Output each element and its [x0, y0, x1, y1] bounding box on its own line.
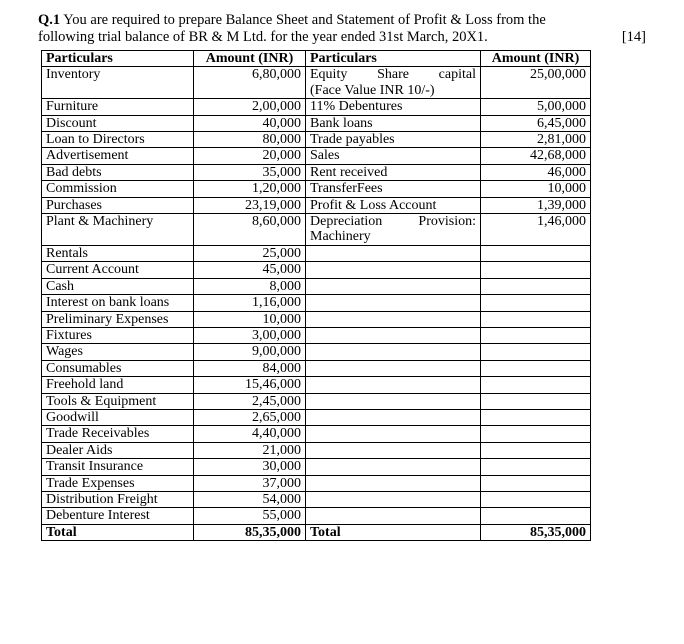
- left-amount: 37,000: [194, 475, 306, 491]
- table-row: [42, 409, 591, 425]
- table-row: [42, 491, 591, 507]
- left-particular: Trade Receivables: [42, 426, 194, 442]
- right-amount: [481, 393, 591, 409]
- right-amount: [481, 360, 591, 376]
- left-particular: Commission: [42, 181, 194, 197]
- right-particular-word: Share: [377, 67, 409, 83]
- left-amount: 8,000: [194, 278, 306, 294]
- table-row: [42, 115, 591, 131]
- left-amount: 9,00,000: [194, 344, 306, 360]
- left-particular: Current Account: [42, 262, 194, 278]
- right-particular: [306, 393, 481, 409]
- right-amount: [481, 327, 591, 343]
- right-amount: [481, 442, 591, 458]
- right-particular: [306, 311, 481, 327]
- table-row: [42, 475, 591, 491]
- left-particular: Transit Insurance: [42, 459, 194, 475]
- right-amount: [481, 508, 591, 524]
- header-right-amount: Amount (INR): [481, 51, 591, 67]
- table-row: [42, 214, 591, 246]
- left-particular: Loan to Directors: [42, 132, 194, 148]
- left-amount: 23,19,000: [194, 197, 306, 213]
- table-row: [42, 508, 591, 524]
- right-amount: [481, 377, 591, 393]
- left-particular: Interest on bank loans: [42, 295, 194, 311]
- right-particular-word: capital: [438, 67, 476, 83]
- right-particular-line-2: (Face Value INR 10/-): [310, 82, 435, 98]
- table-row: [42, 377, 591, 393]
- right-particular: TransferFees: [306, 181, 481, 197]
- right-particular: [306, 377, 481, 393]
- right-amount: 1,39,000: [481, 197, 591, 213]
- right-particular: [306, 327, 481, 343]
- right-amount: 42,68,000: [481, 148, 591, 164]
- table-body: [42, 67, 591, 541]
- right-particular: Profit & Loss Account: [306, 197, 481, 213]
- left-amount: 21,000: [194, 442, 306, 458]
- table-row: [42, 181, 591, 197]
- right-particular: [306, 491, 481, 507]
- right-particular: [306, 475, 481, 491]
- left-particular: Rentals: [42, 245, 194, 261]
- right-amount: 10,000: [481, 181, 591, 197]
- table-row: [42, 245, 591, 261]
- right-particular: [306, 344, 481, 360]
- right-particular: [306, 278, 481, 294]
- left-amount: 55,000: [194, 508, 306, 524]
- right-particular-word: Equity: [310, 67, 348, 83]
- table-row: [42, 426, 591, 442]
- left-amount: 2,00,000: [194, 99, 306, 115]
- left-particular: Inventory: [42, 67, 194, 99]
- table-row: [42, 393, 591, 409]
- right-particular: [306, 262, 481, 278]
- right-amount: [481, 311, 591, 327]
- right-particular: Bank loans: [306, 115, 481, 131]
- left-particular: Dealer Aids: [42, 442, 194, 458]
- left-particular: Fixtures: [42, 327, 194, 343]
- table-row: [42, 360, 591, 376]
- question-line-2-text: following trial balance of BR & M Ltd. for the year ended 31st March, 20X1.: [38, 29, 488, 45]
- table-row: [42, 278, 591, 294]
- header-left-amount: Amount (INR): [194, 51, 306, 67]
- table-row: [42, 344, 591, 360]
- left-amount: 1,16,000: [194, 295, 306, 311]
- table-row: [42, 327, 591, 343]
- left-amount: 2,45,000: [194, 393, 306, 409]
- right-particular: Rent received: [306, 164, 481, 180]
- right-particular-line-1: [310, 67, 476, 82]
- left-amount: 8,60,000: [194, 214, 306, 246]
- right-particular: [306, 426, 481, 442]
- right-amount: 2,81,000: [481, 132, 591, 148]
- right-particular: [306, 409, 481, 425]
- left-amount: 20,000: [194, 148, 306, 164]
- table-row: [42, 67, 591, 99]
- left-particular: Distribution Freight: [42, 491, 194, 507]
- table-header-row: [42, 51, 591, 67]
- right-amount: 1,46,000: [481, 214, 591, 246]
- header-left-particulars: Particulars: [42, 51, 194, 67]
- total-row: [42, 524, 591, 540]
- left-amount: 35,000: [194, 164, 306, 180]
- left-amount: 84,000: [194, 360, 306, 376]
- left-particular: Consumables: [42, 360, 194, 376]
- right-particular: Trade payables: [306, 132, 481, 148]
- right-particular: [306, 67, 481, 99]
- right-particular: [306, 295, 481, 311]
- right-amount: [481, 491, 591, 507]
- trial-balance-table: [41, 50, 591, 541]
- right-amount: [481, 245, 591, 261]
- left-particular: Tools & Equipment: [42, 393, 194, 409]
- right-particular: [306, 245, 481, 261]
- left-amount: 54,000: [194, 491, 306, 507]
- left-particular: Goodwill: [42, 409, 194, 425]
- left-particular: Trade Expenses: [42, 475, 194, 491]
- table-row: [42, 132, 591, 148]
- right-amount: [481, 344, 591, 360]
- left-particular: Cash: [42, 278, 194, 294]
- left-amount: 1,20,000: [194, 181, 306, 197]
- question-line-1-text: You are required to prepare Balance Sheet and Statement of Profit & Loss from the: [60, 12, 546, 28]
- right-amount: 5,00,000: [481, 99, 591, 115]
- left-amount: 6,80,000: [194, 67, 306, 99]
- left-amount: 25,000: [194, 245, 306, 261]
- left-amount: 2,65,000: [194, 409, 306, 425]
- left-amount: 15,46,000: [194, 377, 306, 393]
- left-particular: Furniture: [42, 99, 194, 115]
- total-left-amount: 85,35,000: [194, 524, 306, 540]
- total-right-amount: 85,35,000: [481, 524, 591, 540]
- question-marks: [14]: [621, 29, 646, 45]
- right-particular: Sales: [306, 148, 481, 164]
- table-row: [42, 442, 591, 458]
- question-text: [38, 12, 646, 46]
- right-particular-word: Depreciation: [310, 214, 383, 230]
- left-amount: 40,000: [194, 115, 306, 131]
- right-particular-line-2: Machinery: [310, 229, 371, 245]
- left-amount: 3,00,000: [194, 327, 306, 343]
- left-particular: Discount: [42, 115, 194, 131]
- right-particular-word: Provision:: [418, 214, 476, 230]
- left-amount: 80,000: [194, 132, 306, 148]
- left-particular: Debenture Interest: [42, 508, 194, 524]
- question-line-2: [38, 29, 646, 46]
- right-amount: 46,000: [481, 164, 591, 180]
- right-amount: [481, 426, 591, 442]
- right-particular: [306, 442, 481, 458]
- right-amount: [481, 459, 591, 475]
- table-row: [42, 262, 591, 278]
- right-particular: [306, 459, 481, 475]
- right-amount: [481, 475, 591, 491]
- right-amount: [481, 295, 591, 311]
- table-row: [42, 295, 591, 311]
- left-particular: Plant & Machinery: [42, 214, 194, 246]
- right-particular-line-1: [310, 214, 476, 229]
- left-particular: Advertisement: [42, 148, 194, 164]
- right-particular: [306, 508, 481, 524]
- table-row: [42, 99, 591, 115]
- table-row: [42, 311, 591, 327]
- right-amount: 25,00,000: [481, 67, 591, 99]
- table-row: [42, 197, 591, 213]
- right-amount: [481, 409, 591, 425]
- left-amount: 4,40,000: [194, 426, 306, 442]
- right-particular: [306, 214, 481, 246]
- right-particular: 11% Debentures: [306, 99, 481, 115]
- question-line-1: [38, 12, 646, 29]
- right-amount: [481, 262, 591, 278]
- right-amount: [481, 278, 591, 294]
- left-amount: 30,000: [194, 459, 306, 475]
- table-row: [42, 164, 591, 180]
- left-amount: 10,000: [194, 311, 306, 327]
- total-right-label: Total: [306, 524, 481, 540]
- header-right-particulars: Particulars: [306, 51, 481, 67]
- table-row: [42, 148, 591, 164]
- question-number: Q.1: [38, 12, 61, 28]
- right-particular: [306, 360, 481, 376]
- left-particular: Purchases: [42, 197, 194, 213]
- left-particular: Preliminary Expenses: [42, 311, 194, 327]
- left-particular: Bad debts: [42, 164, 194, 180]
- table-row: [42, 459, 591, 475]
- right-amount: 6,45,000: [481, 115, 591, 131]
- left-amount: 45,000: [194, 262, 306, 278]
- total-left-label: Total: [42, 524, 194, 540]
- left-particular: Freehold land: [42, 377, 194, 393]
- left-particular: Wages: [42, 344, 194, 360]
